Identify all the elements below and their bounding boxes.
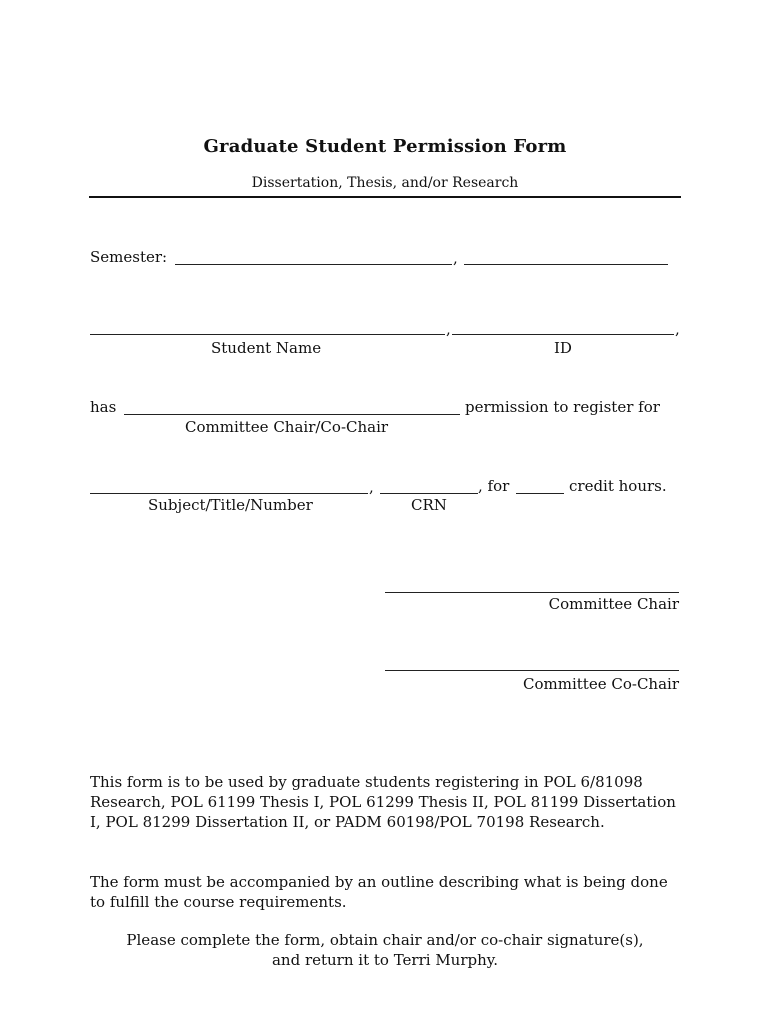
semester-term-field[interactable] — [175, 264, 452, 265]
for-text: , for — [478, 477, 510, 495]
semester-year-field[interactable] — [464, 264, 668, 265]
semester-comma: , — [453, 249, 458, 267]
outline-note: The form must be accompanied by an outline describing what is being done to fulfill the course requirements. — [90, 873, 668, 911]
permission-text: permission to register for — [465, 398, 660, 416]
subject-field[interactable] — [90, 493, 368, 494]
credit-hours-field[interactable] — [516, 493, 564, 494]
student-id-field[interactable] — [452, 334, 674, 335]
committee-cochair-label: Committee Co-Chair — [523, 675, 679, 693]
committee-chair-cochair-label: Committee Chair/Co-Chair — [185, 418, 389, 436]
subject-label: Subject/Title/Number — [148, 496, 313, 514]
student-name-label: Student Name — [211, 339, 322, 357]
committee-chair-signature-line[interactable] — [385, 592, 679, 593]
id-comma: , — [675, 320, 680, 338]
title-divider — [89, 196, 681, 198]
instructions-line-2: and return it to Terri Murphy. — [271, 951, 499, 969]
committee-cochair-signature-line[interactable] — [385, 670, 679, 671]
name-comma: , — [446, 320, 451, 338]
id-label: ID — [554, 339, 572, 357]
crn-field[interactable] — [380, 493, 478, 494]
usage-note: This form is to be used by graduate students registering in POL 6/81098 Research, POL 61199 Thesis I, POL 61299 Thesis II, POL 81199 Dissertation I, POL 81299 Dissertation II, or PADM 60198/POL 70198 Research. — [90, 773, 676, 831]
crn-label: CRN — [411, 496, 447, 514]
credit-hours-text: credit hours. — [569, 477, 667, 495]
form-subtitle: Dissertation, Thesis, and/or Research — [251, 175, 519, 191]
form-title: Graduate Student Permission Form — [203, 136, 567, 157]
committee-chair-label: Committee Chair — [548, 595, 679, 613]
semester-label: Semester: — [90, 248, 168, 266]
student-name-field[interactable] — [90, 334, 445, 335]
instructions-line-1: Please complete the form, obtain chair and/or co-chair signature(s), — [126, 931, 644, 949]
subject-comma: , — [369, 478, 374, 496]
committee-chair-name-field[interactable] — [124, 414, 460, 415]
has-label: has — [90, 398, 117, 416]
